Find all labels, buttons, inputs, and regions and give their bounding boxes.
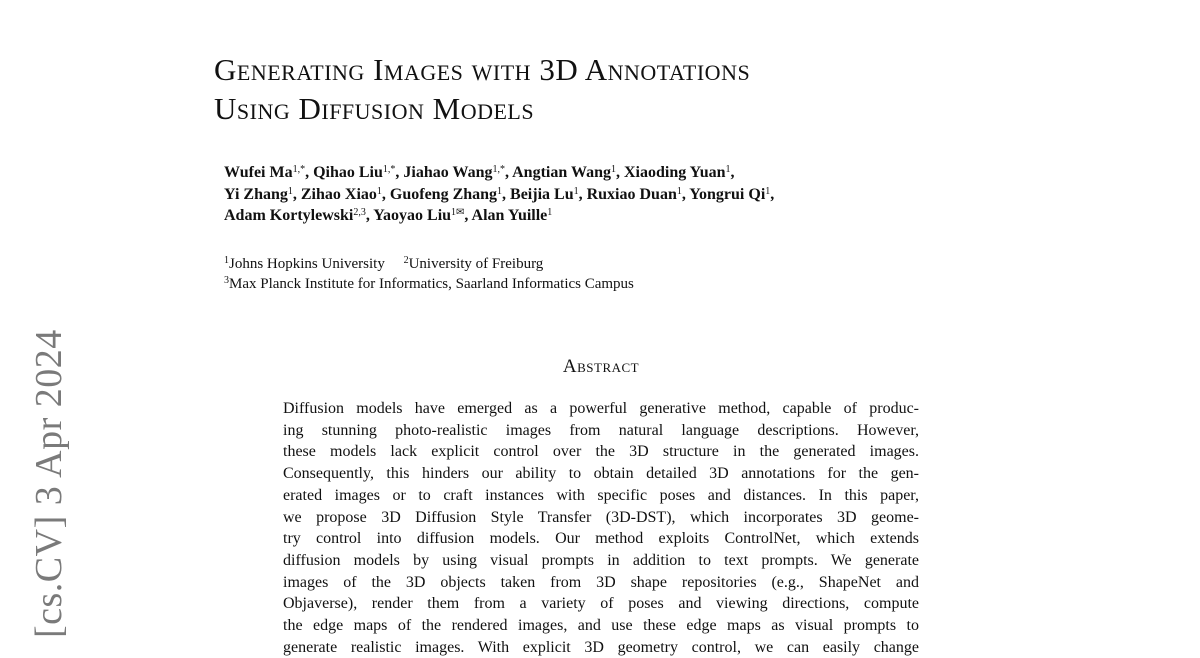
affiliation-line-1 xyxy=(224,254,924,274)
abstract-line: these models lack explicit control over the 3D structure in the generated images. xyxy=(283,443,919,461)
author-name: Beijia Lu xyxy=(510,185,574,203)
author-affil-marker: 1 xyxy=(376,185,382,197)
author-name: Yi Zhang xyxy=(224,185,288,203)
author-affil-marker: 1 xyxy=(287,185,293,197)
title-line-1: Generating Images with 3D Annotations xyxy=(214,52,751,87)
author-name: Jiahao Wang xyxy=(403,164,493,181)
arxiv-identifier: [cs.CV] 3 Apr 2024 xyxy=(28,329,70,638)
author-affil-marker: 1 xyxy=(547,207,553,218)
author-name: Adam Kortylewski xyxy=(224,207,354,224)
author-affil-marker: 1 xyxy=(573,185,579,197)
author-name: Alan Yuille xyxy=(471,207,548,224)
abstract-line: we propose 3D Diffusion Style Transfer (3D-DST), which incorporates 3D geome- xyxy=(283,508,919,526)
abstract-line: erated images or to craft instances with specific poses and distances. In this paper, xyxy=(283,486,919,504)
abstract-line: the edge maps of the rendered images, and use these edge maps as visual prompts to xyxy=(283,617,919,635)
abstract-line: generate realistic images. With explicit 3D geometry control, we can easily change xyxy=(283,638,919,656)
author-name: Xiaoding Yuan xyxy=(623,164,726,181)
author-affil-marker: 1,* xyxy=(492,164,505,175)
affiliation-name: University of Freiburg xyxy=(408,256,544,272)
author-name: Angtian Wang xyxy=(512,164,611,181)
author-line-1: Wufei $Ma^{1,*}$, Qihao Liu$^{1,*}$, Jiahao Wang$^{1,*}$, Angtian Wang$^1$, Xiaoding Yuan$^1$, xyxy=(224,164,735,181)
abstract-line: try control into diffusion models. Our method exploits ControlNet, which extends xyxy=(283,530,919,548)
author-line-2: Yi Zhang$^1$, Zihao Xiao$^1$, Guofeng Zhang$^1$, Beijia Lu$^1$, Ruxiao Duan$^1$, Yongrui Qi$^1$, xyxy=(224,185,775,203)
author-affil-marker: 1✉ xyxy=(451,207,465,218)
arxiv-sidebar xyxy=(28,318,70,638)
author-name: Yongrui Qi xyxy=(689,185,766,203)
affiliation-marker: 3 xyxy=(224,275,229,286)
abstract-body xyxy=(283,398,919,658)
abstract-line: images of the 3D objects taken from 3D shape repositories (e.g., ShapeNet and xyxy=(283,573,919,591)
affiliation-marker: 1 xyxy=(224,255,229,266)
abstract-line: ing stunning photo-realistic images from natural language descriptions. However, xyxy=(283,421,919,439)
author-affil-marker: 1,* xyxy=(382,164,396,175)
author-name: Yaoyao Liu xyxy=(373,207,452,224)
author-affil-marker: 1 xyxy=(497,185,503,197)
author-name: Zihao Xiao xyxy=(300,185,377,203)
affiliations xyxy=(224,254,924,294)
affiliation-line-2 xyxy=(224,274,924,294)
paper-title xyxy=(214,50,974,128)
author-name: Ruxiao Duan xyxy=(586,185,677,203)
author-affil-marker: 1 xyxy=(765,185,771,197)
author-affil-marker: 1,* xyxy=(292,164,306,175)
abstract-line: Consequently, this hinders our ability to obtain detailed 3D annotations for the gen- xyxy=(283,465,919,483)
affiliation-name: Max Planck Institute for Informatics, Saarland Informatics Campus xyxy=(229,276,634,292)
author-affil-marker: 1 xyxy=(610,164,616,175)
abstract-line: Objaverse), render them from a variety of poses and viewing directions, compute xyxy=(283,595,919,613)
author-line-3: Adam Kortylewski$^{2,3}$, Yaoyao Liu$^{1✉}$, Alan Yuille$^1$ xyxy=(224,207,553,224)
author-affil-marker: 1 xyxy=(725,164,731,175)
author-affil-marker: 2,3 xyxy=(353,207,366,218)
abstract-line: diffusion models by using visual prompts in addition to text prompts. We generate xyxy=(283,551,919,569)
abstract-line: Diffusion models have emerged as a powerful generative method, capable of produc- xyxy=(283,400,919,417)
author-name: Guofeng Zhang xyxy=(389,185,498,203)
author-name: Wufei Ma xyxy=(224,164,293,181)
author-affil-marker: 1 xyxy=(676,185,682,197)
affiliation-name: Johns Hopkins University xyxy=(229,256,385,272)
title-line-2: Using Diffusion Models xyxy=(214,91,535,126)
affiliation-marker: 2 xyxy=(403,255,409,266)
abstract-heading: Abstract xyxy=(562,356,640,377)
author-list xyxy=(224,162,944,227)
author-name: Qihao Liu xyxy=(313,164,383,181)
